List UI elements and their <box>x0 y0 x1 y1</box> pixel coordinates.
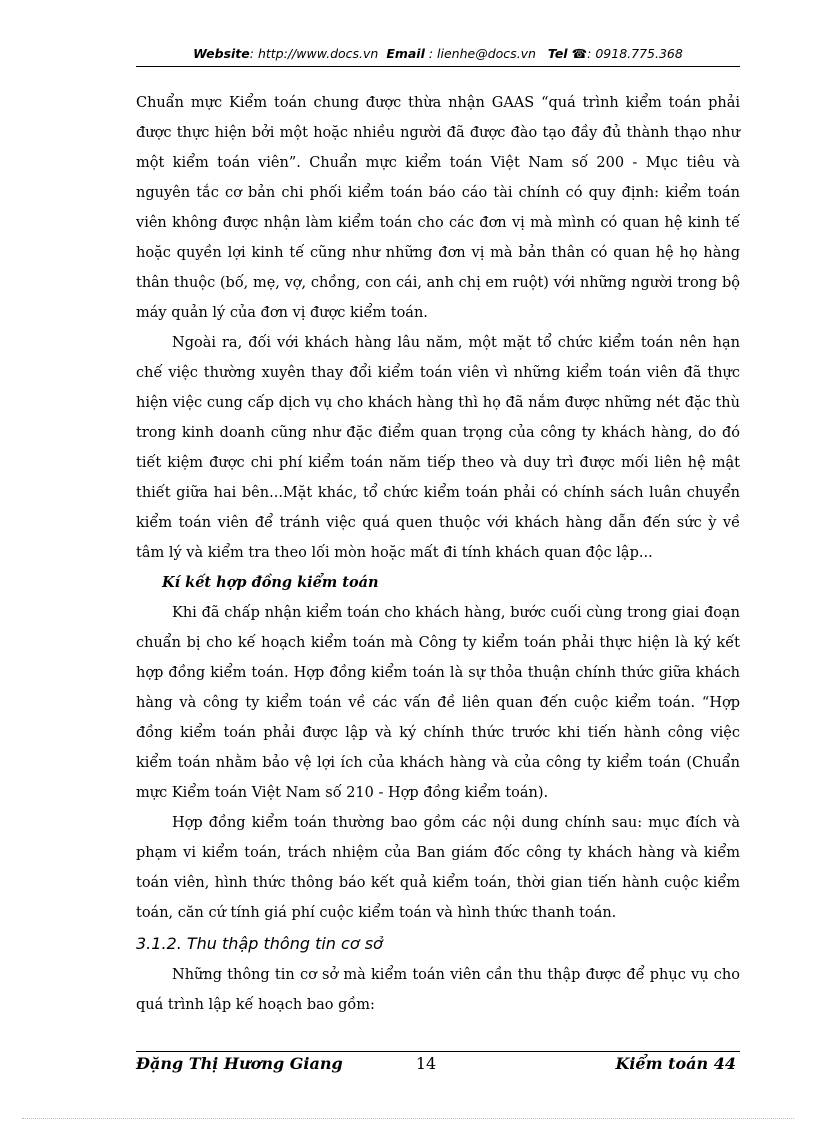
tel-label: Tel <box>547 46 568 61</box>
paragraph-3: Khi đã chấp nhận kiểm toán cho khách hàng, bước cuối cùng trong giai đoạn chuẩn bị cho kế hoạch kiểm toán mà Công ty kiểm toán phải thực hiện là ký kết hợp đồng kiểm toán. Hợp đồng kiểm toán là sự thỏa thuận chính thức giữa khách hàng và công ty kiểm toán về các vấn đề liên quan đến cuộc kiểm toán. “Hợp đồng kiểm toán phải được lập và ký chính thức trước khi tiến hành công việc kiểm toán nhằm bảo vệ lợi ích của khách hàng và của công ty kiểm toán (Chuẩn mực Kiểm toán Việt Nam số 210 - Hợp đồng kiểm toán). <box>136 605 740 801</box>
page-number: 14 <box>415 1054 437 1073</box>
subheading: Kí kết hợp đồng kiểm toán <box>162 574 379 591</box>
footer-class: Kiểm toán 44 <box>615 1054 736 1073</box>
website-url: : http://www.docs.vn <box>249 46 379 61</box>
website-label: Website <box>193 46 250 61</box>
page-footer <box>136 1054 740 1080</box>
tel-number: : 0918.775.368 <box>587 46 683 61</box>
footer-rule <box>136 1051 740 1052</box>
page-header <box>136 46 740 66</box>
phone-icon: ☎ <box>571 46 588 61</box>
email-address: : lienhe@docs.vn <box>424 46 536 61</box>
paragraph-4: Hợp đồng kiểm toán thường bao gồm các nội dung chính sau: mục đích và phạm vi kiểm toán, trách nhiệm của Ban giám đốc công ty khách hàng và kiểm toán viên, hình thức thông báo kết quả kiểm toán, thời gian tiến hành cuộc kiểm toán, căn cứ tính giá phí cuộc kiểm toán và hình thức thanh toán. <box>136 815 740 921</box>
footer-author: Đặng Thị Hương Giang <box>136 1054 343 1073</box>
page-bottom-divider <box>22 1118 794 1119</box>
header-rule <box>136 66 740 67</box>
document-body <box>136 88 740 1020</box>
paragraph-1: Chuẩn mực Kiểm toán chung được thừa nhận GAAS “quá trình kiểm toán phải được thực hiện bởi một hoặc nhiều người đã được đào tạo đầy đủ thành thạo như một kiểm toán viên”. Chuẩn mực kiểm toán Việt Nam số 200 - Mục tiêu và nguyên tắc cơ bản chi phối kiểm toán báo cáo tài chính có quy định: kiểm toán viên không được nhận làm kiểm toán cho các đơn vị mà mình có quan hệ kinh tế hoặc quyền lợi kinh tế cũng như những đơn vị mà bản thân có quan hệ họ hàng thân thuộc (bố, mẹ, vợ, chồng, con cái, anh chị em ruột) với những người trong bộ máy quản lý của đơn vị được kiểm toán. <box>136 95 740 321</box>
section-heading: 3.1.2. Thu thập thông tin cơ sở <box>136 934 383 953</box>
paragraph-2: Ngoài ra, đối với khách hàng lâu năm, một mặt tổ chức kiểm toán nên hạn chế việc thường xuyên thay đổi kiểm toán viên vì những kiểm toán viên đã thực hiện việc cung cấp dịch vụ cho khách hàng thì họ đã nắm được những nét đặc thù trong kinh doanh cũng như đặc điểm quan trọng của công ty khách hàng, do đó tiết kiệm được chi phí kiểm toán năm tiếp theo và duy trì được mối liên hệ mật thiết giữa hai bên...Mặt khác, tổ chức kiểm toán phải có chính sách luân chuyển kiểm toán viên để tránh việc quá quen thuộc với khách hàng dẫn đến sức ỳ về tâm lý và kiểm tra theo lối mòn hoặc mất đi tính khách quan độc lập... <box>136 335 740 561</box>
paragraph-5: Những thông tin cơ sở mà kiểm toán viên cần thu thập được để phục vụ cho quá trình lập kế hoạch bao gồm: <box>136 967 740 1013</box>
email-label: Email <box>386 46 425 61</box>
